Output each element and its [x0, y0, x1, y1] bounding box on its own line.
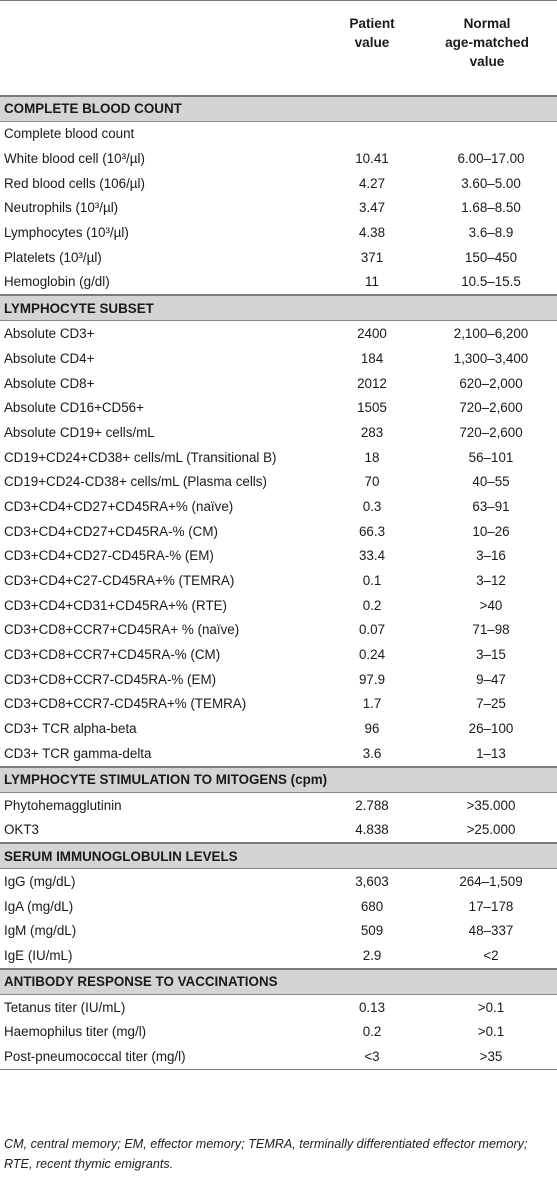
normal-range: 620–2,000	[459, 375, 523, 391]
row-label: IgE (IU/mL)	[4, 947, 73, 963]
normal-range: 6.00–17.00	[457, 151, 525, 167]
patient-value: 3.6	[362, 745, 382, 761]
normal-range: 150–450	[464, 249, 518, 265]
patient-value: 4.27	[358, 175, 386, 191]
row-label: IgG (mg/dL)	[4, 873, 76, 889]
row-label: IgM (mg/dL)	[4, 923, 77, 939]
row-label: OKT3	[4, 822, 39, 838]
patient-value: 3.47	[358, 200, 386, 216]
normal-range: 63–91	[472, 498, 510, 514]
table-footnote: CM, central memory; EM, effector memory; TEMRA, terminally differentiated effector memory; RTE, recent thymic emigrants.	[4, 1137, 528, 1171]
normal-range: 26–100	[468, 721, 514, 737]
table-row	[0, 716, 557, 741]
table-row	[0, 196, 557, 221]
section-header-row	[0, 96, 557, 122]
normal-range: 720–2,600	[459, 400, 523, 416]
patient-value: 33.4	[358, 548, 386, 564]
patient-value: 184	[360, 350, 384, 366]
row-label: CD3+CD8+CCR7-CD45RA-% (EM)	[4, 671, 217, 687]
row-label: Hemoglobin (g/dl)	[4, 274, 110, 290]
row-label: CD3+CD8+CCR7+CD45RA+ % (naïve)	[4, 622, 240, 638]
table-row	[0, 1044, 557, 1069]
table-row	[0, 469, 557, 494]
table-row	[0, 346, 557, 371]
table-row	[0, 245, 557, 270]
normal-range: 264–1,509	[459, 873, 523, 889]
normal-range: 3.60–5.00	[461, 175, 521, 191]
table-row	[0, 395, 557, 420]
normal-range: 48–337	[468, 923, 514, 939]
section-title: LYMPHOCYTE STIMULATION TO MITOGENS (cpm)	[0, 767, 557, 793]
row-label: CD3+CD8+CCR7-CD45RA+% (TEMRA)	[4, 696, 247, 712]
normal-range: >25.000	[466, 822, 516, 838]
table-row	[0, 544, 557, 569]
table-body	[0, 96, 557, 1070]
patient-value: 11	[365, 274, 379, 290]
patient-value: 0.13	[358, 999, 386, 1015]
normal-range: 3–16	[476, 548, 506, 564]
normal-range: 1.68–8.50	[461, 200, 521, 216]
table-row	[0, 146, 557, 171]
patient-value: 97.9	[358, 671, 386, 687]
row-label: Red blood cells (106/µl)	[4, 175, 145, 191]
row-label: Complete blood count	[4, 126, 135, 142]
patient-value: 4.838	[355, 822, 389, 838]
header-patient-line1: Patient	[349, 16, 395, 31]
section-header-row	[0, 767, 557, 793]
table-row	[0, 420, 557, 445]
row-label: Platelets (10³/µl)	[4, 249, 102, 265]
normal-range: 1,300–3,400	[453, 350, 529, 366]
patient-value: 0.2	[362, 1024, 382, 1040]
table-row	[0, 667, 557, 692]
patient-value: 509	[360, 923, 384, 939]
patient-value: 96	[364, 721, 380, 737]
section-title: SERUM IMMUNOGLOBULIN LEVELS	[0, 843, 557, 869]
row-label: CD3+CD8+CCR7+CD45RA-% (CM)	[4, 647, 221, 663]
row-label: Post-pneumococcal titer (mg/l)	[0, 1044, 327, 1069]
table-row	[0, 494, 557, 519]
row-label: Absolute CD8+	[4, 375, 95, 391]
patient-value: 70	[364, 474, 380, 490]
row-label: CD3+CD4+CD27+CD45RA+% (naïve)	[4, 498, 234, 514]
patient-value: 1.7	[362, 696, 382, 712]
row-label: CD3+CD4+CD27-CD45RA-% (EM)	[4, 548, 214, 564]
patient-value: 3,603	[355, 873, 389, 889]
table-row	[0, 1020, 557, 1045]
row-label: CD3+ TCR gamma-delta	[4, 745, 152, 761]
table-row	[0, 270, 557, 296]
row-label: CD3+ TCR alpha-beta	[4, 721, 137, 737]
table-row	[0, 894, 557, 919]
normal-range: >35.000	[466, 797, 516, 813]
normal-range: <2	[483, 947, 499, 963]
normal-range: 10–26	[472, 523, 510, 539]
table-row	[0, 445, 557, 470]
table-row	[0, 792, 557, 817]
row-label: CD19+CD24-CD38+ cells/mL (Plasma cells)	[4, 474, 267, 490]
patient-value: 0.3	[362, 498, 382, 514]
row-label: Haemophilus titer (mg/l)	[4, 1024, 147, 1040]
row-label: Tetanus titer (IU/mL)	[4, 999, 126, 1015]
normal-range: 7–25	[476, 696, 506, 712]
patient-value: 0.1	[362, 573, 382, 589]
row-label: Phytohemagglutinin	[4, 797, 122, 813]
normal-range: 40–55	[472, 474, 510, 490]
patient-value: 283	[360, 424, 384, 440]
row-label: Neutrophils (10³/µl)	[4, 200, 119, 216]
section-title: LYMPHOCYTE SUBSET	[0, 295, 557, 321]
table-row	[0, 121, 557, 146]
patient-value: 371	[360, 249, 384, 265]
row-label: White blood cell (10³/µl)	[4, 151, 145, 167]
header-blank	[0, 1, 327, 96]
section-title: ANTIBODY RESPONSE TO VACCINATIONS	[0, 969, 557, 995]
row-label: Lymphocytes (10³/µl)	[4, 225, 129, 241]
table-row	[0, 519, 557, 544]
row-label: Absolute CD3+	[4, 326, 95, 342]
header-normal-line1: Normal	[463, 16, 511, 31]
table-header	[0, 1, 557, 96]
table-row	[0, 321, 557, 346]
normal-range: 720–2,600	[459, 424, 523, 440]
normal-range: 9–47	[476, 671, 506, 687]
normal-range: 3.6–8.9	[468, 225, 514, 241]
table-row	[0, 994, 557, 1019]
row-label: IgA (mg/dL)	[4, 898, 74, 914]
normal-range: >0.1	[477, 999, 505, 1015]
normal-range: 56–101	[468, 449, 514, 465]
patient-value: 18	[364, 449, 380, 465]
normal-range: 2,100–6,200	[453, 326, 529, 342]
patient-value	[327, 121, 417, 146]
patient-value: 2400	[357, 326, 387, 342]
table-row	[0, 943, 557, 969]
row-label: Absolute CD16+CD56+	[4, 400, 144, 416]
normal-range	[417, 121, 557, 146]
normal-range: 71–98	[472, 622, 510, 638]
table-row	[0, 692, 557, 717]
table-row	[0, 642, 557, 667]
table-row	[0, 869, 557, 894]
row-label: Absolute CD19+ cells/mL	[4, 424, 155, 440]
section-title: COMPLETE BLOOD COUNT	[0, 96, 557, 122]
row-label: CD19+CD24+CD38+ cells/mL (Transitional B)	[4, 449, 277, 465]
table-row	[0, 568, 557, 593]
header-patient-line2: value	[354, 35, 390, 50]
patient-value: 2012	[357, 375, 387, 391]
normal-range: >40	[479, 597, 503, 613]
normal-range: 3–12	[476, 573, 506, 589]
header-normal-line3: value	[469, 54, 505, 69]
section-header-row	[0, 843, 557, 869]
normal-range: >35	[417, 1044, 557, 1069]
header-normal-line2: age-matched	[445, 35, 529, 50]
patient-value: 10.41	[355, 151, 389, 167]
normal-range: 17–178	[468, 898, 514, 914]
section-header-row	[0, 969, 557, 995]
section-header-row	[0, 295, 557, 321]
normal-range: 10.5–15.5	[461, 274, 521, 290]
normal-range: 1–13	[476, 745, 506, 761]
row-label: CD3+CD4+CD31+CD45RA+% (RTE)	[4, 597, 228, 613]
table-row	[0, 593, 557, 618]
table-row	[0, 618, 557, 643]
patient-value: 2.788	[355, 797, 389, 813]
normal-range: 3–15	[476, 647, 506, 663]
row-label: CD3+CD4+CD27+CD45RA-% (CM)	[4, 523, 218, 539]
patient-value: 0.07	[358, 622, 386, 638]
patient-value: 2.9	[362, 947, 382, 963]
patient-value: 4.38	[358, 225, 386, 241]
table-row	[0, 741, 557, 767]
table-row	[0, 371, 557, 396]
header-normal-value	[417, 1, 557, 96]
table-row	[0, 171, 557, 196]
table-row	[0, 220, 557, 245]
row-label: CD3+CD4+C27-CD45RA+% (TEMRA)	[4, 573, 235, 589]
row-label: Absolute CD4+	[4, 350, 95, 366]
patient-value: 1505	[357, 400, 387, 416]
table-row	[0, 918, 557, 943]
patient-value: 66.3	[358, 523, 386, 539]
header-patient-value	[327, 1, 417, 96]
patient-value: 680	[360, 898, 384, 914]
normal-range: >0.1	[477, 1024, 505, 1040]
patient-value: <3	[327, 1044, 417, 1069]
patient-value: 0.2	[362, 597, 382, 613]
patient-value: 0.24	[358, 647, 386, 663]
table-row	[0, 817, 557, 843]
